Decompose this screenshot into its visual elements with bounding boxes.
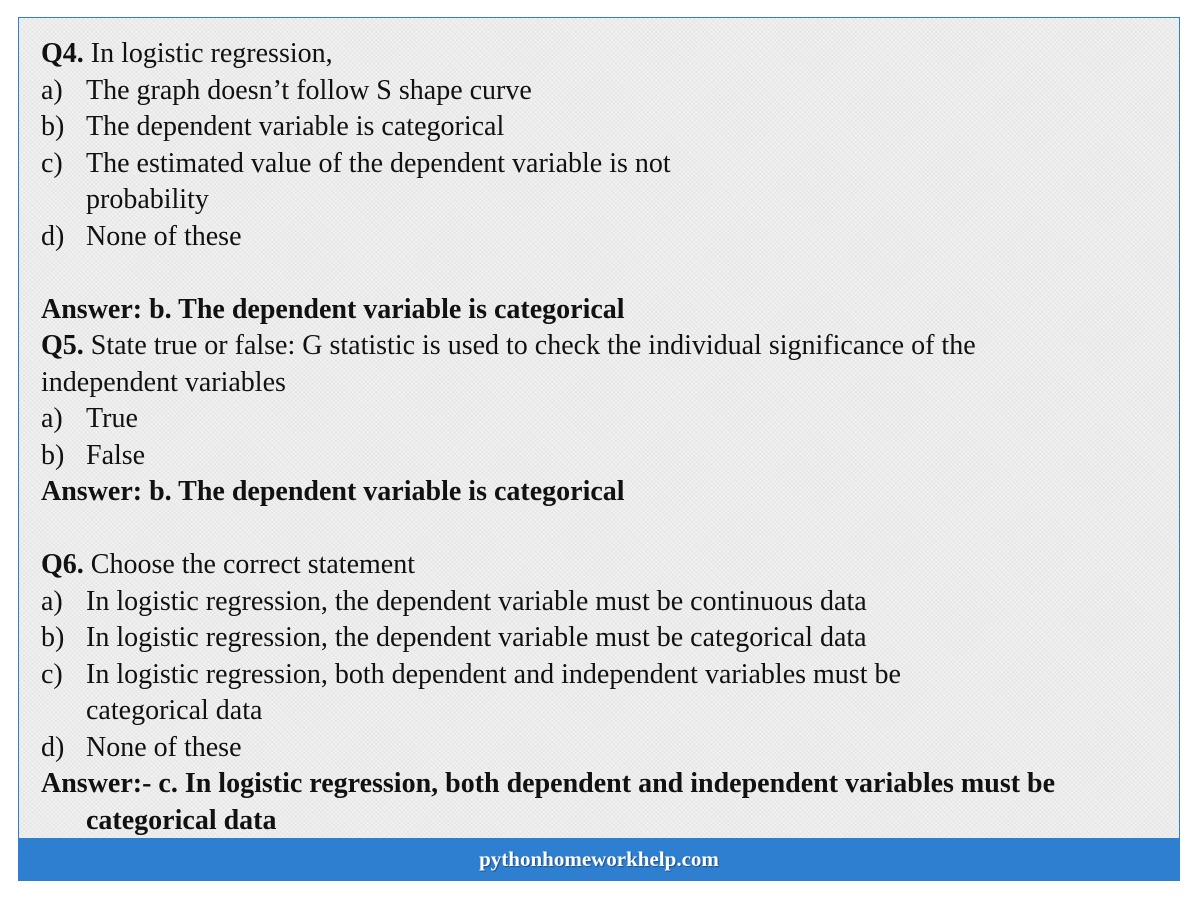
option-q6-b — [41, 620, 1161, 657]
answer-q6: Answer:- c. In logistic regression, both dependent and independent variables must be categorical data — [41, 768, 1056, 836]
question-text: Choose the correct statement — [83, 549, 415, 580]
option-q5-b — [41, 438, 1161, 475]
option-letter: d) — [41, 731, 65, 763]
site-link[interactable]: pythonhomeworkhelp.com — [479, 846, 719, 871]
option-letter: b) — [41, 439, 65, 471]
question-text: In logistic regression, — [83, 38, 333, 69]
option-text: The estimated value of the dependent variable is not probability — [86, 147, 671, 215]
answer-q5: Answer: b. The dependent variable is categorical — [41, 476, 625, 507]
quiz-content — [41, 36, 1161, 839]
option-q4-b — [41, 109, 1161, 146]
question-label: Q5. — [41, 330, 84, 361]
option-letter: c) — [41, 658, 63, 690]
question-q6 — [41, 547, 1161, 584]
option-text: None of these — [86, 731, 242, 763]
question-label: Q6. — [41, 549, 84, 580]
spacer — [41, 511, 1161, 548]
option-letter: a) — [41, 403, 63, 434]
option-text: True — [86, 403, 138, 434]
option-q5-a — [41, 401, 1161, 438]
option-text: In logistic regression, the dependent variable must be categorical data — [86, 622, 867, 653]
option-text: In logistic regression, both dependent and independent variables must be categorical data — [86, 658, 901, 726]
option-letter: c) — [41, 147, 63, 179]
option-q6-d — [41, 730, 1161, 767]
option-q6-c — [41, 657, 1161, 730]
option-letter: b) — [41, 111, 65, 142]
option-text: The graph doesn’t follow S shape curve — [86, 74, 532, 106]
question-text: State true or false: G statistic is used to check the individual significance of the — [83, 330, 976, 361]
option-text: In logistic regression, the dependent variable must be continuous data — [86, 585, 867, 617]
footer-bar — [19, 838, 1179, 880]
spacer — [41, 255, 1161, 292]
option-letter: a) — [41, 585, 63, 617]
option-text: False — [86, 439, 146, 471]
answer-q4: Answer: b. The dependent variable is categorical — [41, 293, 625, 325]
question-q5-continued: independent variables — [41, 366, 286, 398]
option-q4-a — [41, 73, 1161, 110]
option-text: None of these — [86, 220, 242, 252]
option-q6-a — [41, 584, 1161, 621]
question-q5 — [41, 328, 1161, 365]
option-letter: a) — [41, 74, 63, 106]
slide-panel — [18, 17, 1180, 881]
option-q4-d — [41, 219, 1161, 256]
option-q4-c — [41, 146, 1161, 219]
option-letter: b) — [41, 622, 65, 653]
option-text: The dependent variable is categorical — [86, 111, 505, 142]
question-q4 — [41, 36, 1161, 73]
option-letter: d) — [41, 220, 65, 252]
question-label: Q4. — [41, 38, 84, 69]
